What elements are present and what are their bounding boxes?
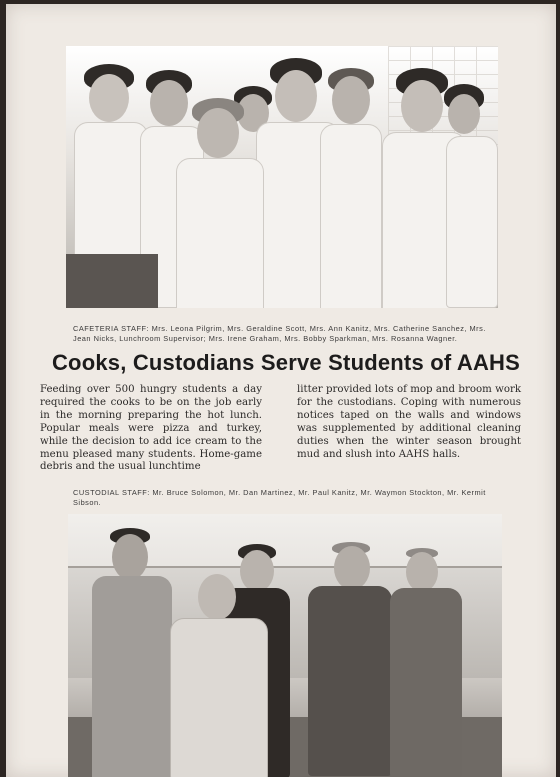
article-column-left: Feeding over 500 hungry students a day required the cooks to be on the job early in the morning preparing the hot lunch. Popular meals were pizza and turkey, while the decision to add ice cream to the menu pleased many students. Home-game debris and the usual lunchtime [40,384,262,473]
cafeteria-caption: CAFETERIA STAFF: Mrs. Leona Pilgrim, Mrs. Geraldine Scott, Mrs. Ann Kanitz, Mrs. Catherine Sanchez, Mrs. Jean Nicks, Lunchroom Supervisor; Mrs. Irene Graham, Mrs. Bobby Sparkman, Mrs. Rosanna Wagner. [73,324,486,343]
custodial-staff-photo [68,514,502,777]
serving-counter [66,254,158,308]
article-headline: Cooks, Custodians Serve Students of AAHS [51,350,521,375]
article-column-right: litter provided lots of mop and broom work for the custodians. Coping with numerous notices taped on the walls and windows was supplemented by additional cleaning duties when the winter season brought mud and slush into AAHS halls. [297,384,521,460]
yearbook-page [6,4,556,777]
cafeteria-staff-photo [66,46,498,308]
custodial-caption: CUSTODIAL STAFF: Mr. Bruce Solomon, Mr. Dan Martinez, Mr. Paul Kanitz, Mr. Waymon Stockton, Mr. Kermit Sibson. [73,488,486,507]
